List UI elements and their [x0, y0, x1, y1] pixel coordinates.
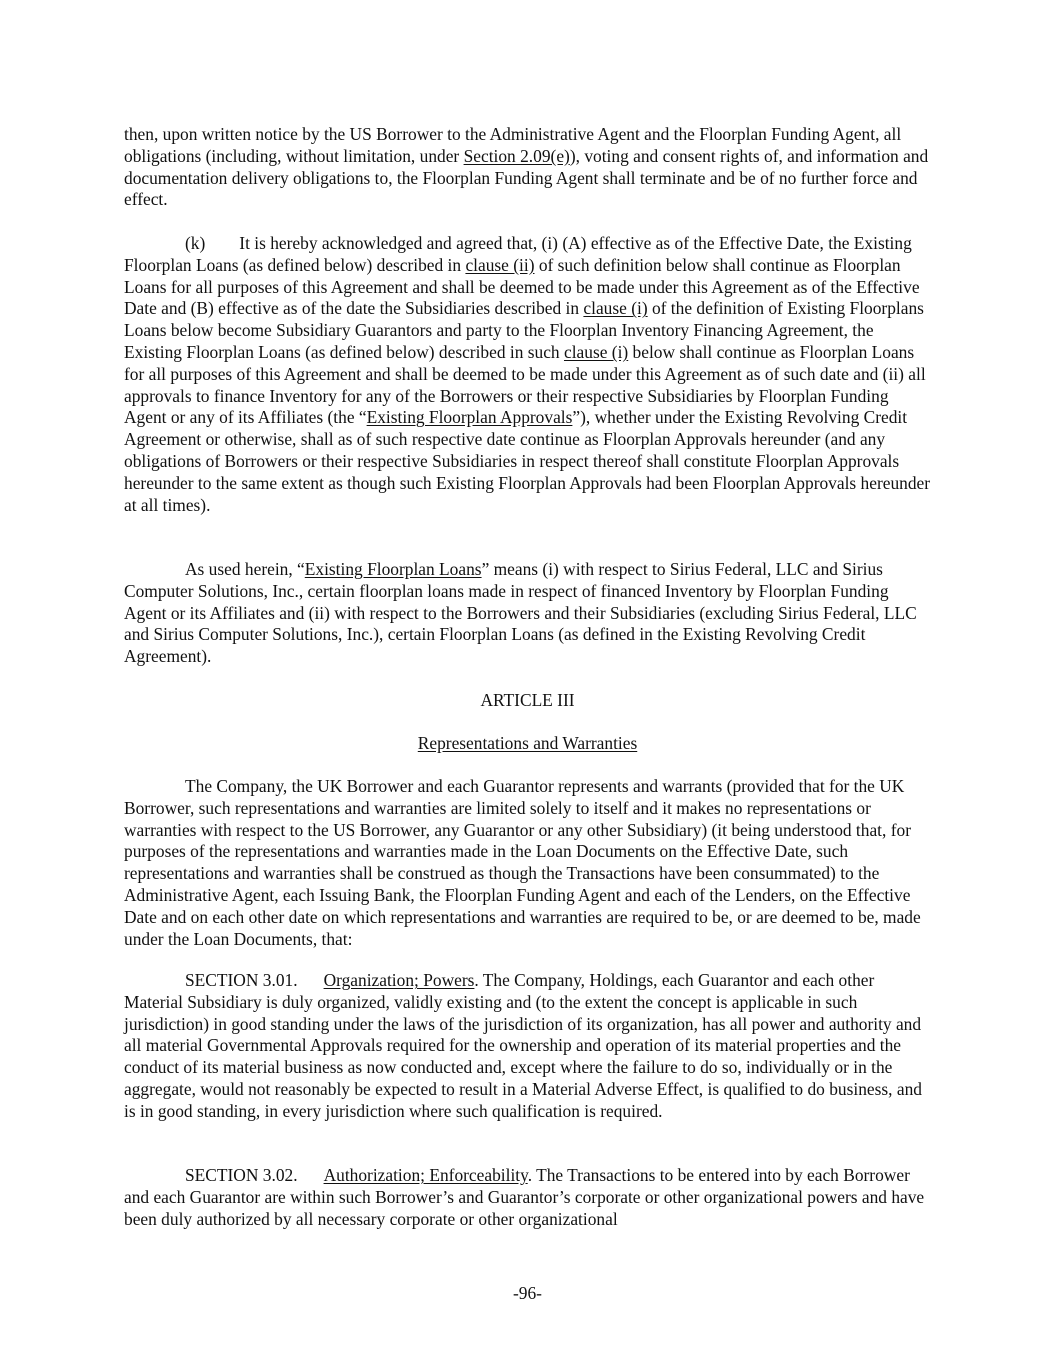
section-heading: Organization; Powers [323, 970, 475, 990]
defined-term: Existing Floorplan Loans [304, 559, 482, 579]
text-run: ”), whether under the Existing Revolving Credit Agreement or otherwise, shall as of such respective date continue as Floorplan Approvals hereunder (and any obligations of Borrowers or their respective Subsidiaries in respect thereof shall constitute Floorplan Approvals hereunder to the same extent as though such Existing Floorplan Approvals had been Floorplan Approvals hereunder at all times). [124, 407, 931, 515]
text-run: It is hereby acknowledged and agreed that, (i) (A) effective as of the Effective Date, the Existing Floorplan Loans (as defined below) described in [124, 233, 912, 275]
text-run: . The Transactions to be entered into by each Borrower and each Guarantor are within such Borrower’s and Guarantor’s corporate or other organizational powers and have been duly authorized by all necessary corporate or other organizational [124, 1165, 925, 1229]
text-run: of the definition of Existing Floorplans Loans below become Subsidiary Guarantors and party to the Floorplan Inventory Financing Agreement, the Existing Floorplan Loans (as defined below) described in such [124, 298, 924, 362]
clause-label: (k) [185, 233, 206, 253]
paragraph-intro: The Company, the UK Borrower and each Guarantor represents and warrants (provided that for the UK Borrower, such representations and warranties are limited solely to itself and it makes no representations or warranties with respect to the US Borrower, any Guarantor or any other Subsidiary) (it being understood that, for purposes of the representations and warranties made in the Loan Documents on the Effective Date, such representations and warranties shall be construed as though the Transactions have been consummated) to the Administrative Agent, each Issuing Bank, the Floorplan Funding Agent and each of the Lenders, on the Effective Date and on each other date on which representations and warranties are required to be, or are deemed to be, made under the Loan Documents, that: [124, 776, 921, 949]
paragraph-k [124, 233, 932, 516]
text-run: ), voting and consent rights of, and information and documentation delivery obligations to, the Floorplan Funding Agent shall terminate and be of no further force and effect. [124, 145, 929, 210]
article-title [0, 733, 1055, 755]
clause-reference: clause (i) [583, 298, 648, 319]
text-run: below shall continue as Floorplan Loans for all purposes of this Agreement and shall be deemed to be made under this Agreement as of such date and (ii) all approvals to finance Inventory for any of the Borrowers or their respective Subsidiaries by Floorplan Funding Agent or any of its Affiliates (the “ [124, 341, 926, 428]
text-run: then, upon written notice by the US Borrower to the Administrative Agent and the Floorplan Funding Agent, all obligations (including, without limitation, under [124, 124, 902, 166]
text-run: of such definition below shall continue as Floorplan Loans for all purposes of this Agreement and shall be deemed to be made under this Agreement as of the Effective Date and (B) effective as of the date the Subsidiaries described in [124, 254, 920, 319]
section-3-01 [124, 970, 932, 1123]
article-number: ARTICLE III [480, 690, 575, 710]
section-label: SECTION 3.02. [185, 1165, 298, 1185]
text-run: . The Company, Holdings, each Guarantor and each other Material Subsidiary is duly organized, validly existing and (to the extent the concept is applicable in such jurisdiction) in good standing under the laws of the jurisdiction of its organization, has all power and authority and all material Governmental Approvals required for the ownership and operation of its material properties and the conduct of its material business as now conducted and, except where the failure to do so, individually or in the aggregate, would not reasonably be expected to result in a Material Adverse Effect, is qualified to do business, and is in good standing, in every jurisdiction where such qualification is required. [124, 970, 922, 1121]
defined-term: Existing Floorplan Approvals [366, 407, 573, 428]
section-reference: Section 2.09(e) [463, 145, 570, 166]
page-number: -96- [513, 1283, 542, 1303]
clause-reference: clause (ii) [465, 254, 535, 275]
paragraph-termination [124, 124, 932, 211]
section-label: SECTION 3.01. [185, 970, 298, 990]
section-3-02 [124, 1165, 932, 1230]
paragraph-definition [124, 559, 932, 668]
text-run: As used herein, “ [185, 559, 305, 579]
article-title-text: Representations and Warranties [417, 733, 638, 753]
text-run: ” means (i) with respect to Sirius Federal, LLC and Sirius Computer Solutions, Inc., certain floorplan loans made in respect of financed Inventory by Floorplan Funding Agent or its Affiliates and (ii) with respect to the Borrowers and their Subsidiaries (excluding Sirius Federal, LLC and Sirius Computer Solutions, Inc.), certain Floorplan Loans (as defined in the Existing Revolving Credit Agreement). [124, 559, 917, 667]
clause-reference: clause (i) [563, 341, 629, 362]
section-heading: Authorization; Enforceability [323, 1165, 528, 1185]
